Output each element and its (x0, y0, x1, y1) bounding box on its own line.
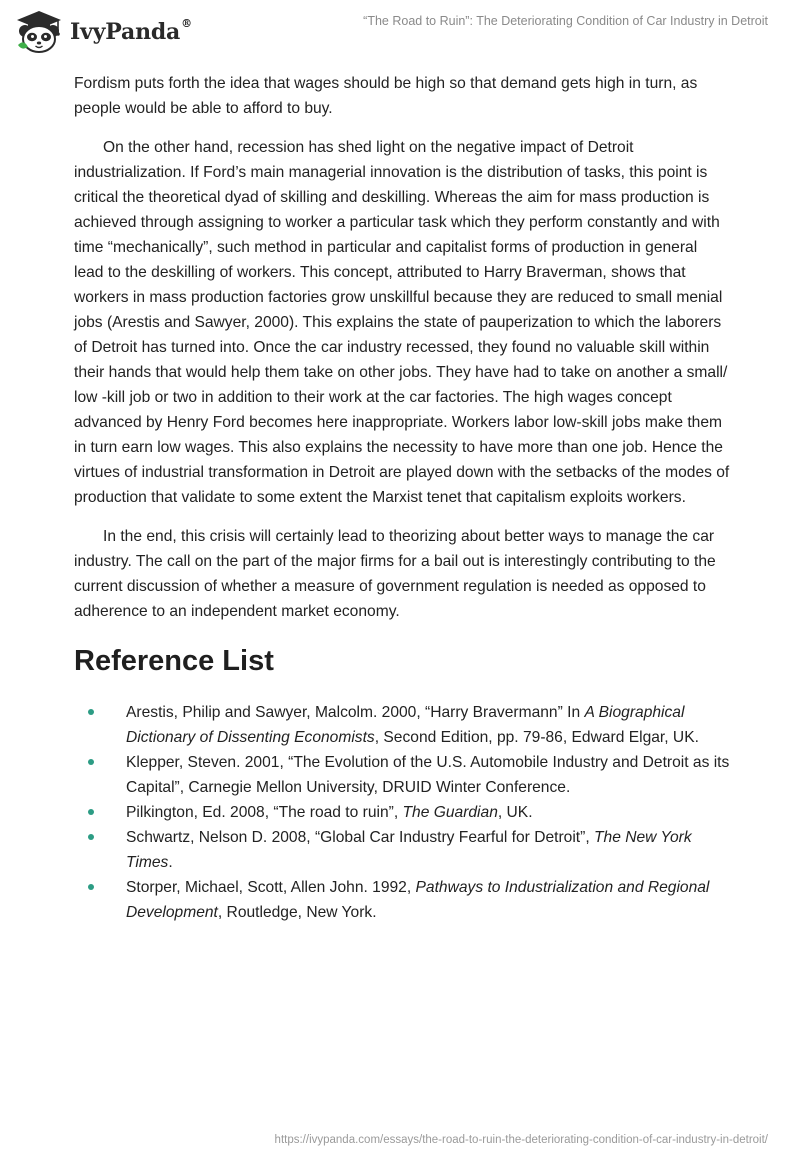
reference-text: Pilkington, Ed. 2008, “The road to ruin”, (126, 804, 403, 821)
document-title: “The Road to Ruin”: The Deteriorating Condition of Car Industry in Detroit (363, 14, 768, 28)
reference-text: Arestis, Philip and Sawyer, Malcolm. 2000, “Harry Bravermann” In (126, 704, 585, 721)
reference-text: , UK. (497, 804, 533, 821)
reference-title: Pathways to Industrialization and Regional Development (126, 879, 710, 921)
source-url[interactable]: https://ivypanda.com/essays/the-road-to-ruin-the-deteriorating-condition-of-car-industry-in-detroit/ (274, 1134, 768, 1146)
bullet-icon (88, 884, 94, 890)
body-paragraph: On the other hand, recession has shed light on the negative impact of Detroit industrialization. If Ford’s main managerial innovation is the distribution of tasks, this point is critical the theoretical dyad of skilling and deskilling. Whereas the aim for mass production is achieved through assigning to worker a particular task which they perform constantly and with time “mechanically”, such method in particular and capitalist forms of production in general lead to the deskilling of workers. This concept, attributed to Harry Braverman, shows that workers in mass production factories grow unskillful because they are reduced to small menial jobs (Arestis and Sawyer, 2000). This explains the state of pauperization to which the laborers of Detroit has turned into. Once the car industry recessed, they found no valuable skill within their hands that would help them take on other jobs. They have had to take on another a small/ low -kill job or two in addition to their work at the car factories. The high wages concept advanced by Henry Ford becomes here inappropriate. Workers labor low-skill jobs make them in turn earn low wages. This also explains the necessity to have more than one job. Hence the virtues of industrial transformation in Detroit are played down with the setbacks of the modes of production that validate to some extent the Marxist tenet that capitalism exploits workers. (74, 139, 730, 506)
page-header (0, 0, 800, 66)
reference-title: The New York Times (126, 829, 692, 871)
body-paragraph: Fordism puts forth the idea that wages should be high so that demand gets high in turn, as people would be able to afford to buy. (74, 75, 698, 117)
logo-wordmark: IvyPanda® (70, 17, 192, 45)
reference-text: Schwartz, Nelson D. 2008, “Global Car Industry Fearful for Detroit”, (126, 829, 594, 846)
reference-title: A Biographical Dictionary of Dissenting Economists (126, 704, 685, 746)
reference-item (74, 750, 730, 800)
reference-item (74, 700, 730, 750)
bullet-icon (88, 759, 94, 765)
bullet-icon (88, 709, 94, 715)
reference-text: , Routledge, New York. (217, 904, 377, 921)
bullet-icon (88, 809, 94, 815)
reference-text: Storper, Michael, Scott, Allen John. 1992, (126, 879, 416, 896)
reference-title: The Guardian (402, 804, 498, 821)
ivypanda-logo[interactable] (14, 8, 192, 56)
reference-item (74, 875, 730, 925)
body-paragraph: In the end, this crisis will certainly lead to theorizing about better ways to manage the car industry. The call on the part of the major firms for a bail out is interestingly contributing to the current discussion of whether a measure of government regulation is needed as opposed to adherence to an independent market economy. (74, 528, 716, 620)
bullet-icon (88, 834, 94, 840)
reference-list-heading: Reference List (74, 645, 274, 677)
reference-text: . (168, 854, 173, 871)
reference-item (74, 825, 730, 875)
reference-list (74, 700, 730, 925)
reference-text: Klepper, Steven. 2001, “The Evolution of the U.S. Automobile Industry and Detroit as its Capital”, Carnegie Mellon University, DRUID Winter Conference. (126, 754, 730, 796)
reference-text: , Second Edition, pp. 79-86, Edward Elgar, UK. (374, 729, 699, 746)
reference-item (74, 800, 730, 825)
panda-graduate-icon (14, 9, 64, 55)
essay-content (74, 71, 730, 925)
